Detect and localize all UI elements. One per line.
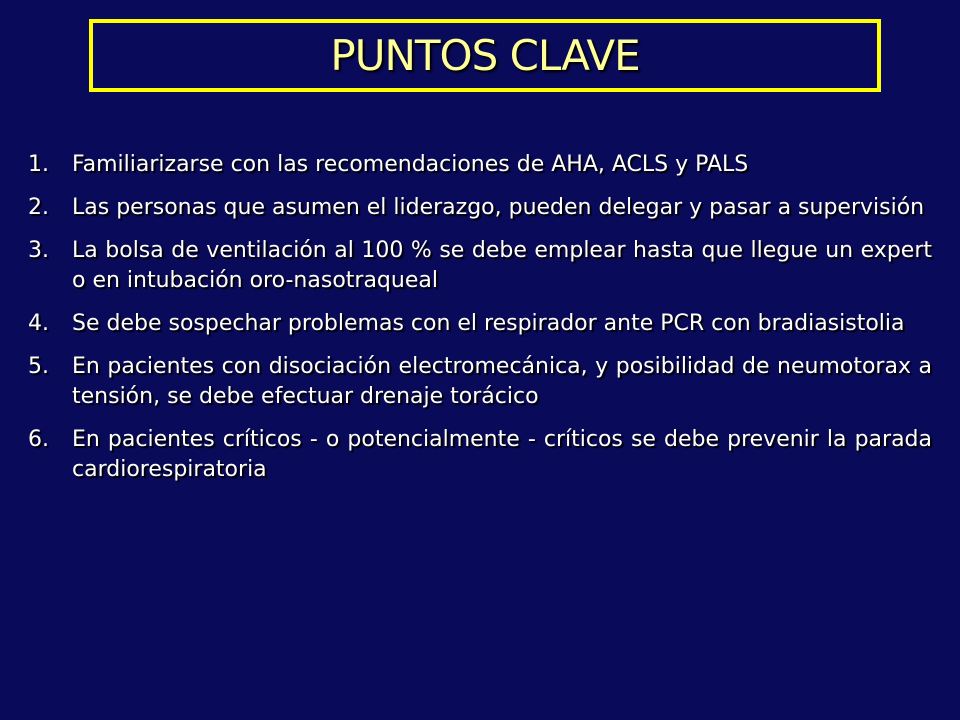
list-item-text: En pacientes con disociación electromecánica, y posibilidad de neumotorax a tensión, se debe efectuar drenaje torácico bbox=[72, 354, 932, 409]
list-item-number: 2. bbox=[28, 195, 49, 220]
list-item-number: 4. bbox=[28, 311, 49, 336]
list-item-number: 1. bbox=[28, 152, 49, 177]
list-item-number: 6. bbox=[28, 427, 49, 452]
list-item bbox=[28, 150, 932, 180]
list-item-text: En pacientes críticos - o potencialmente - críticos se debe prevenir la parada cardiorespiratoria bbox=[72, 427, 932, 482]
key-points-list bbox=[28, 150, 932, 498]
list-item-text: Se debe sospechar problemas con el respirador ante PCR con bradiasistolia bbox=[72, 311, 905, 336]
list-item-text: La bolsa de ventilación al 100 % se debe emplear hasta que llegue un experto en intubación oro-nasotraqueal bbox=[72, 238, 932, 293]
list-item-text: Las personas que asumen el liderazgo, pueden delegar y pasar a supervisión bbox=[72, 195, 925, 220]
list-item bbox=[28, 309, 932, 339]
title-box bbox=[89, 19, 881, 92]
list-item bbox=[28, 425, 932, 485]
list-item-text: Familiarizarse con las recomendaciones de AHA, ACLS y PALS bbox=[72, 152, 749, 177]
list-item bbox=[28, 193, 932, 223]
slide-title: PUNTOS CLAVE bbox=[330, 31, 640, 80]
list-item bbox=[28, 236, 932, 296]
list-item bbox=[28, 352, 932, 412]
list-item-number: 5. bbox=[28, 354, 49, 379]
list-item-number: 3. bbox=[28, 238, 49, 263]
